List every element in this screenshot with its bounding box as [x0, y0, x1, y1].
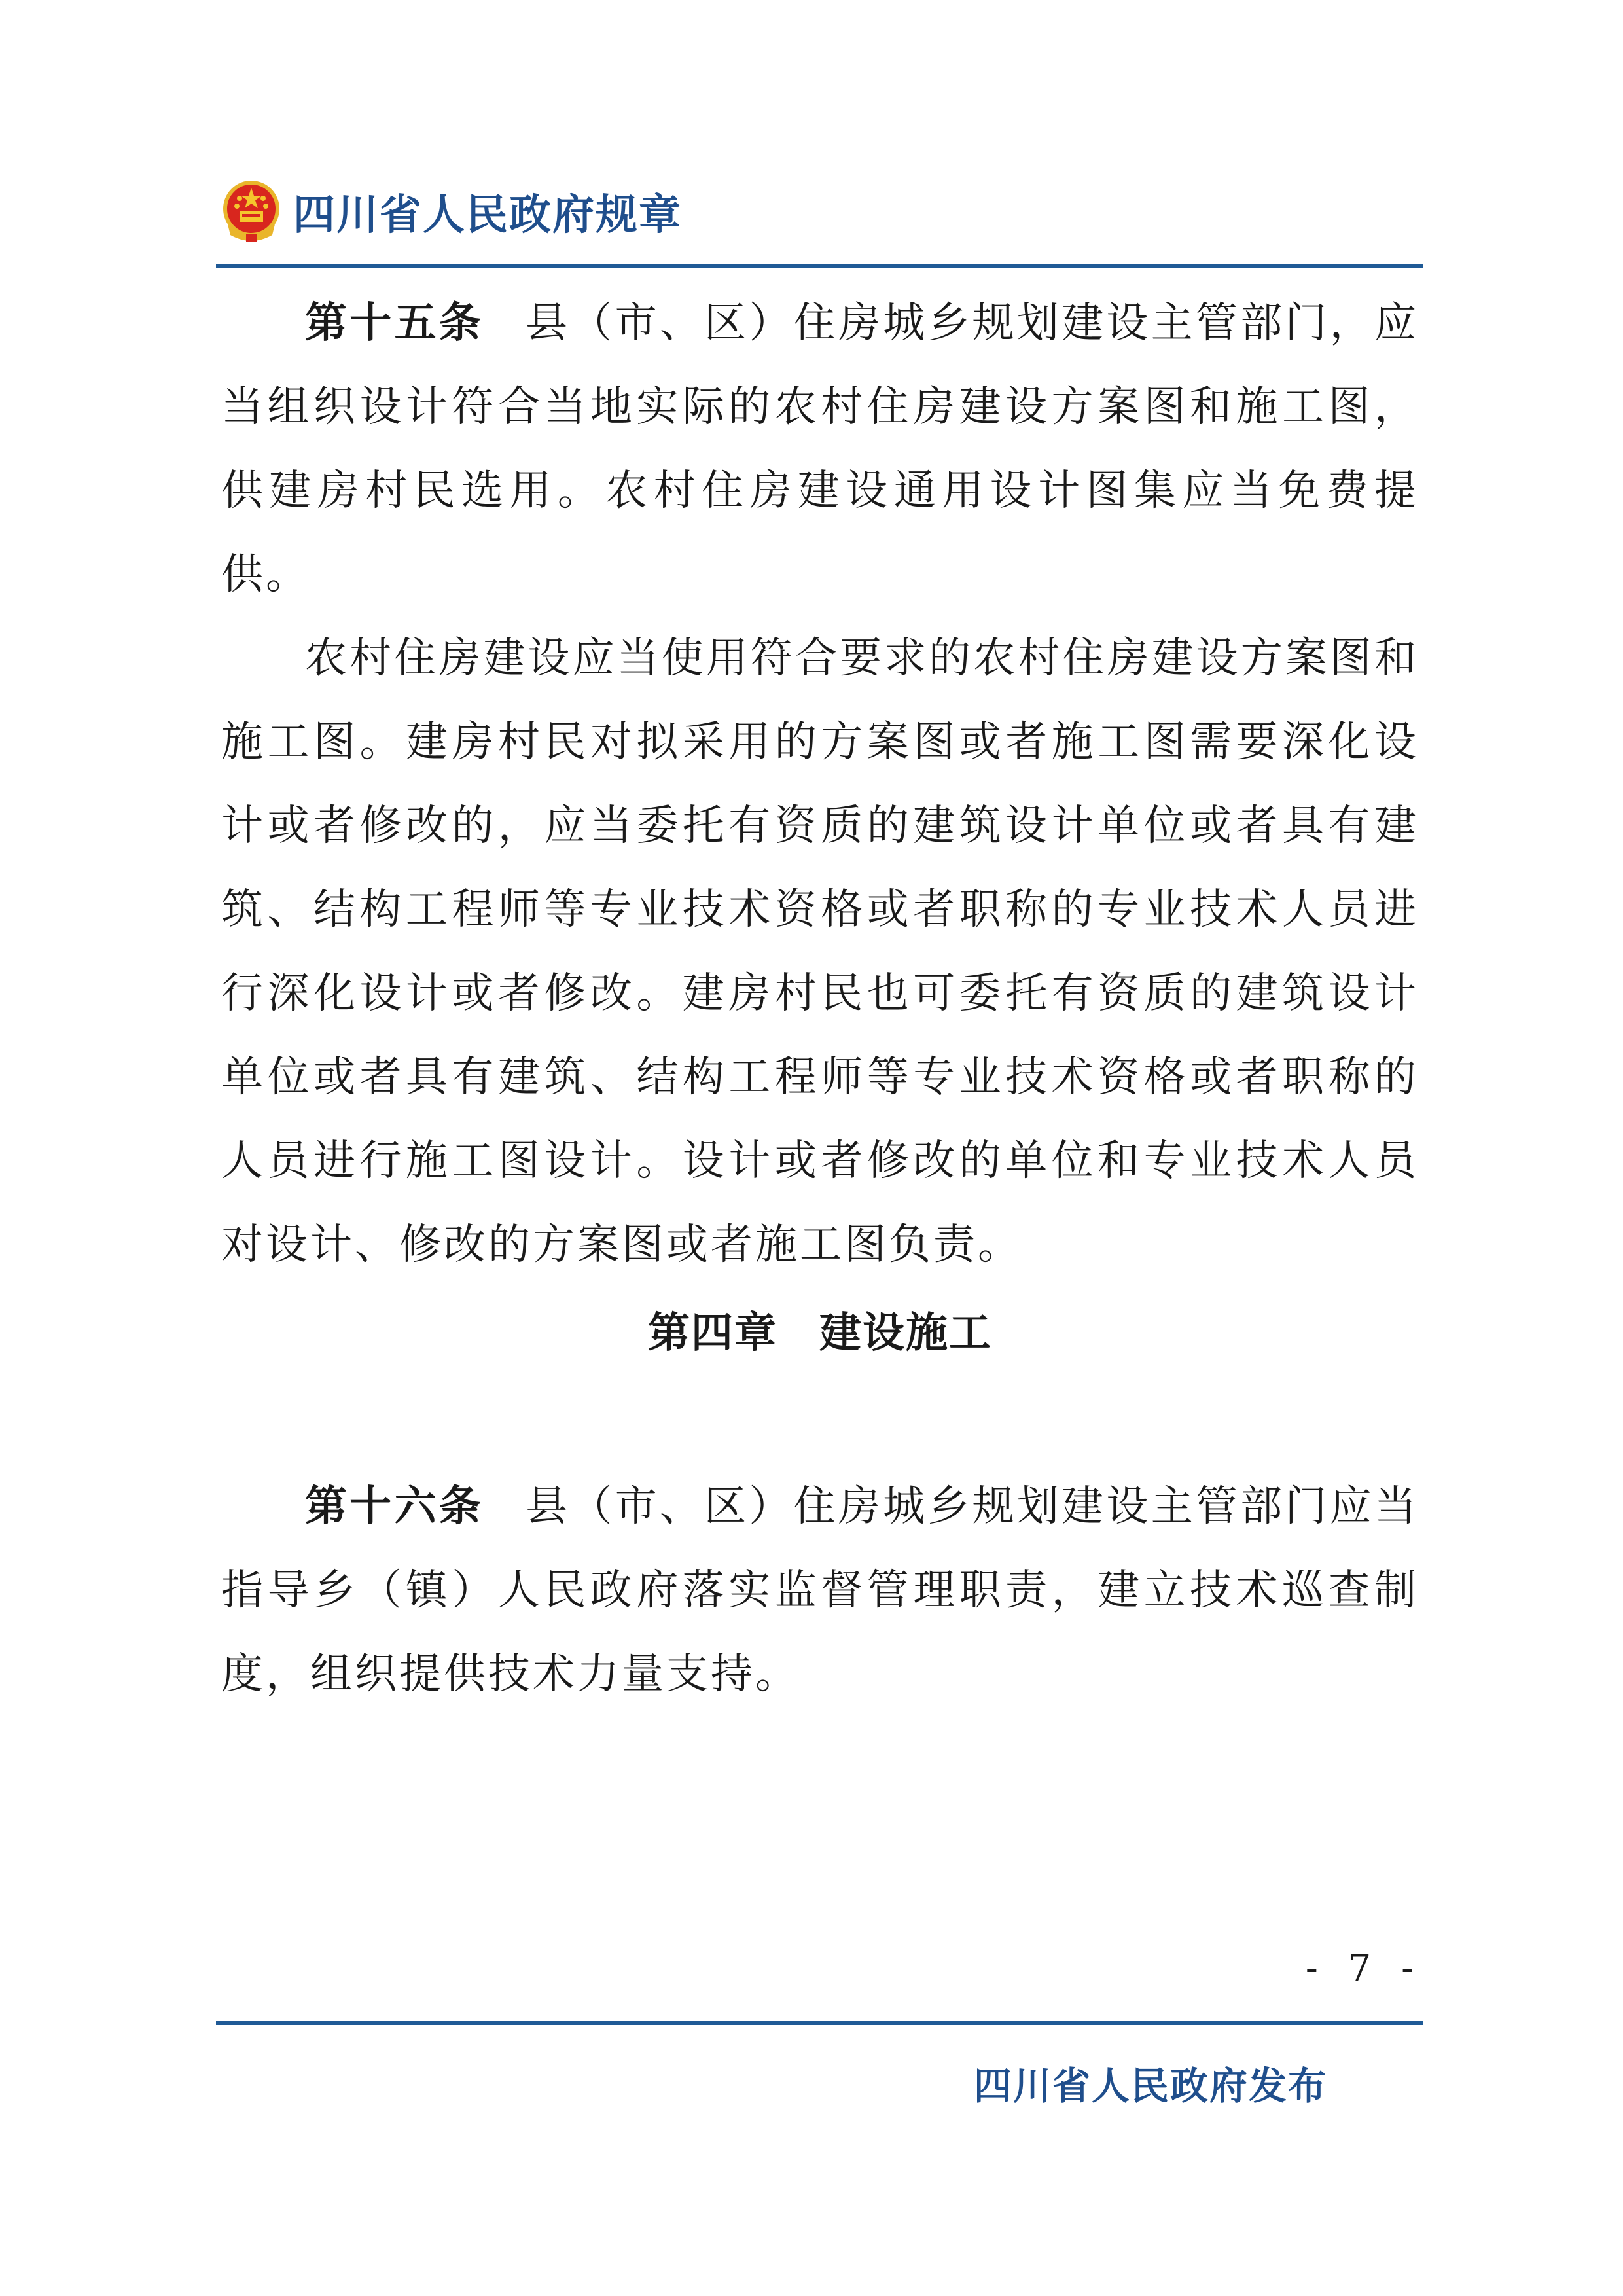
page-number: - 7 -	[1305, 1947, 1423, 1990]
footer-rule	[216, 2021, 1423, 2025]
national-emblem-icon	[221, 179, 281, 244]
document-header	[221, 175, 682, 247]
chapter-title: 建设施工	[819, 1309, 992, 1357]
article-15-paragraph-2: 农村住房建设应当使用符合要求的农村住房建设方案图和施工图。建房村民对拟采用的方案图或者施工图需要深化设计或者修改的，应当委托有资质的建筑设计单位或者具有建筑、结构工程师等专业技术资格或者职称的专业技术人员进行深化设计或者修改。建房村民也可委托有资质的建筑设计单位或者具有建筑、结构工程师等专业技术资格或者职称的人员进行施工图设计。设计或者修改的单位和专业技术人员对设计、修改的方案图或者施工图负责。	[221, 634, 1419, 1269]
article-15-text-1: 县（市、区）住房城乡规划建设主管部门，应当组织设计符合当地实际的农村住房建设方案图和施工图，供建房村民选用。农村住房建设通用设计图集应当免费提供。	[221, 299, 1419, 599]
article-16-paragraph-1	[221, 1465, 1419, 1716]
article-15-number: 第十五条	[305, 299, 484, 348]
footer-publisher: 四川省人民政府发布	[973, 2064, 1327, 2108]
header-rule	[216, 264, 1423, 268]
chapter-heading	[221, 1299, 1419, 1359]
article-16	[221, 1465, 1419, 1716]
article-15	[221, 281, 1419, 1287]
article-16-text-1: 县（市、区）住房城乡规划建设主管部门应当指导乡（镇）人民政府落实监督管理职责，建立技术巡查制度，组织提供技术力量支持。	[221, 1482, 1419, 1698]
chapter-number: 第四章	[648, 1309, 777, 1357]
header-title: 四川省人民政府规章	[293, 191, 682, 240]
article-15-paragraph-1	[221, 281, 1419, 617]
article-16-number: 第十六条	[305, 1482, 484, 1531]
